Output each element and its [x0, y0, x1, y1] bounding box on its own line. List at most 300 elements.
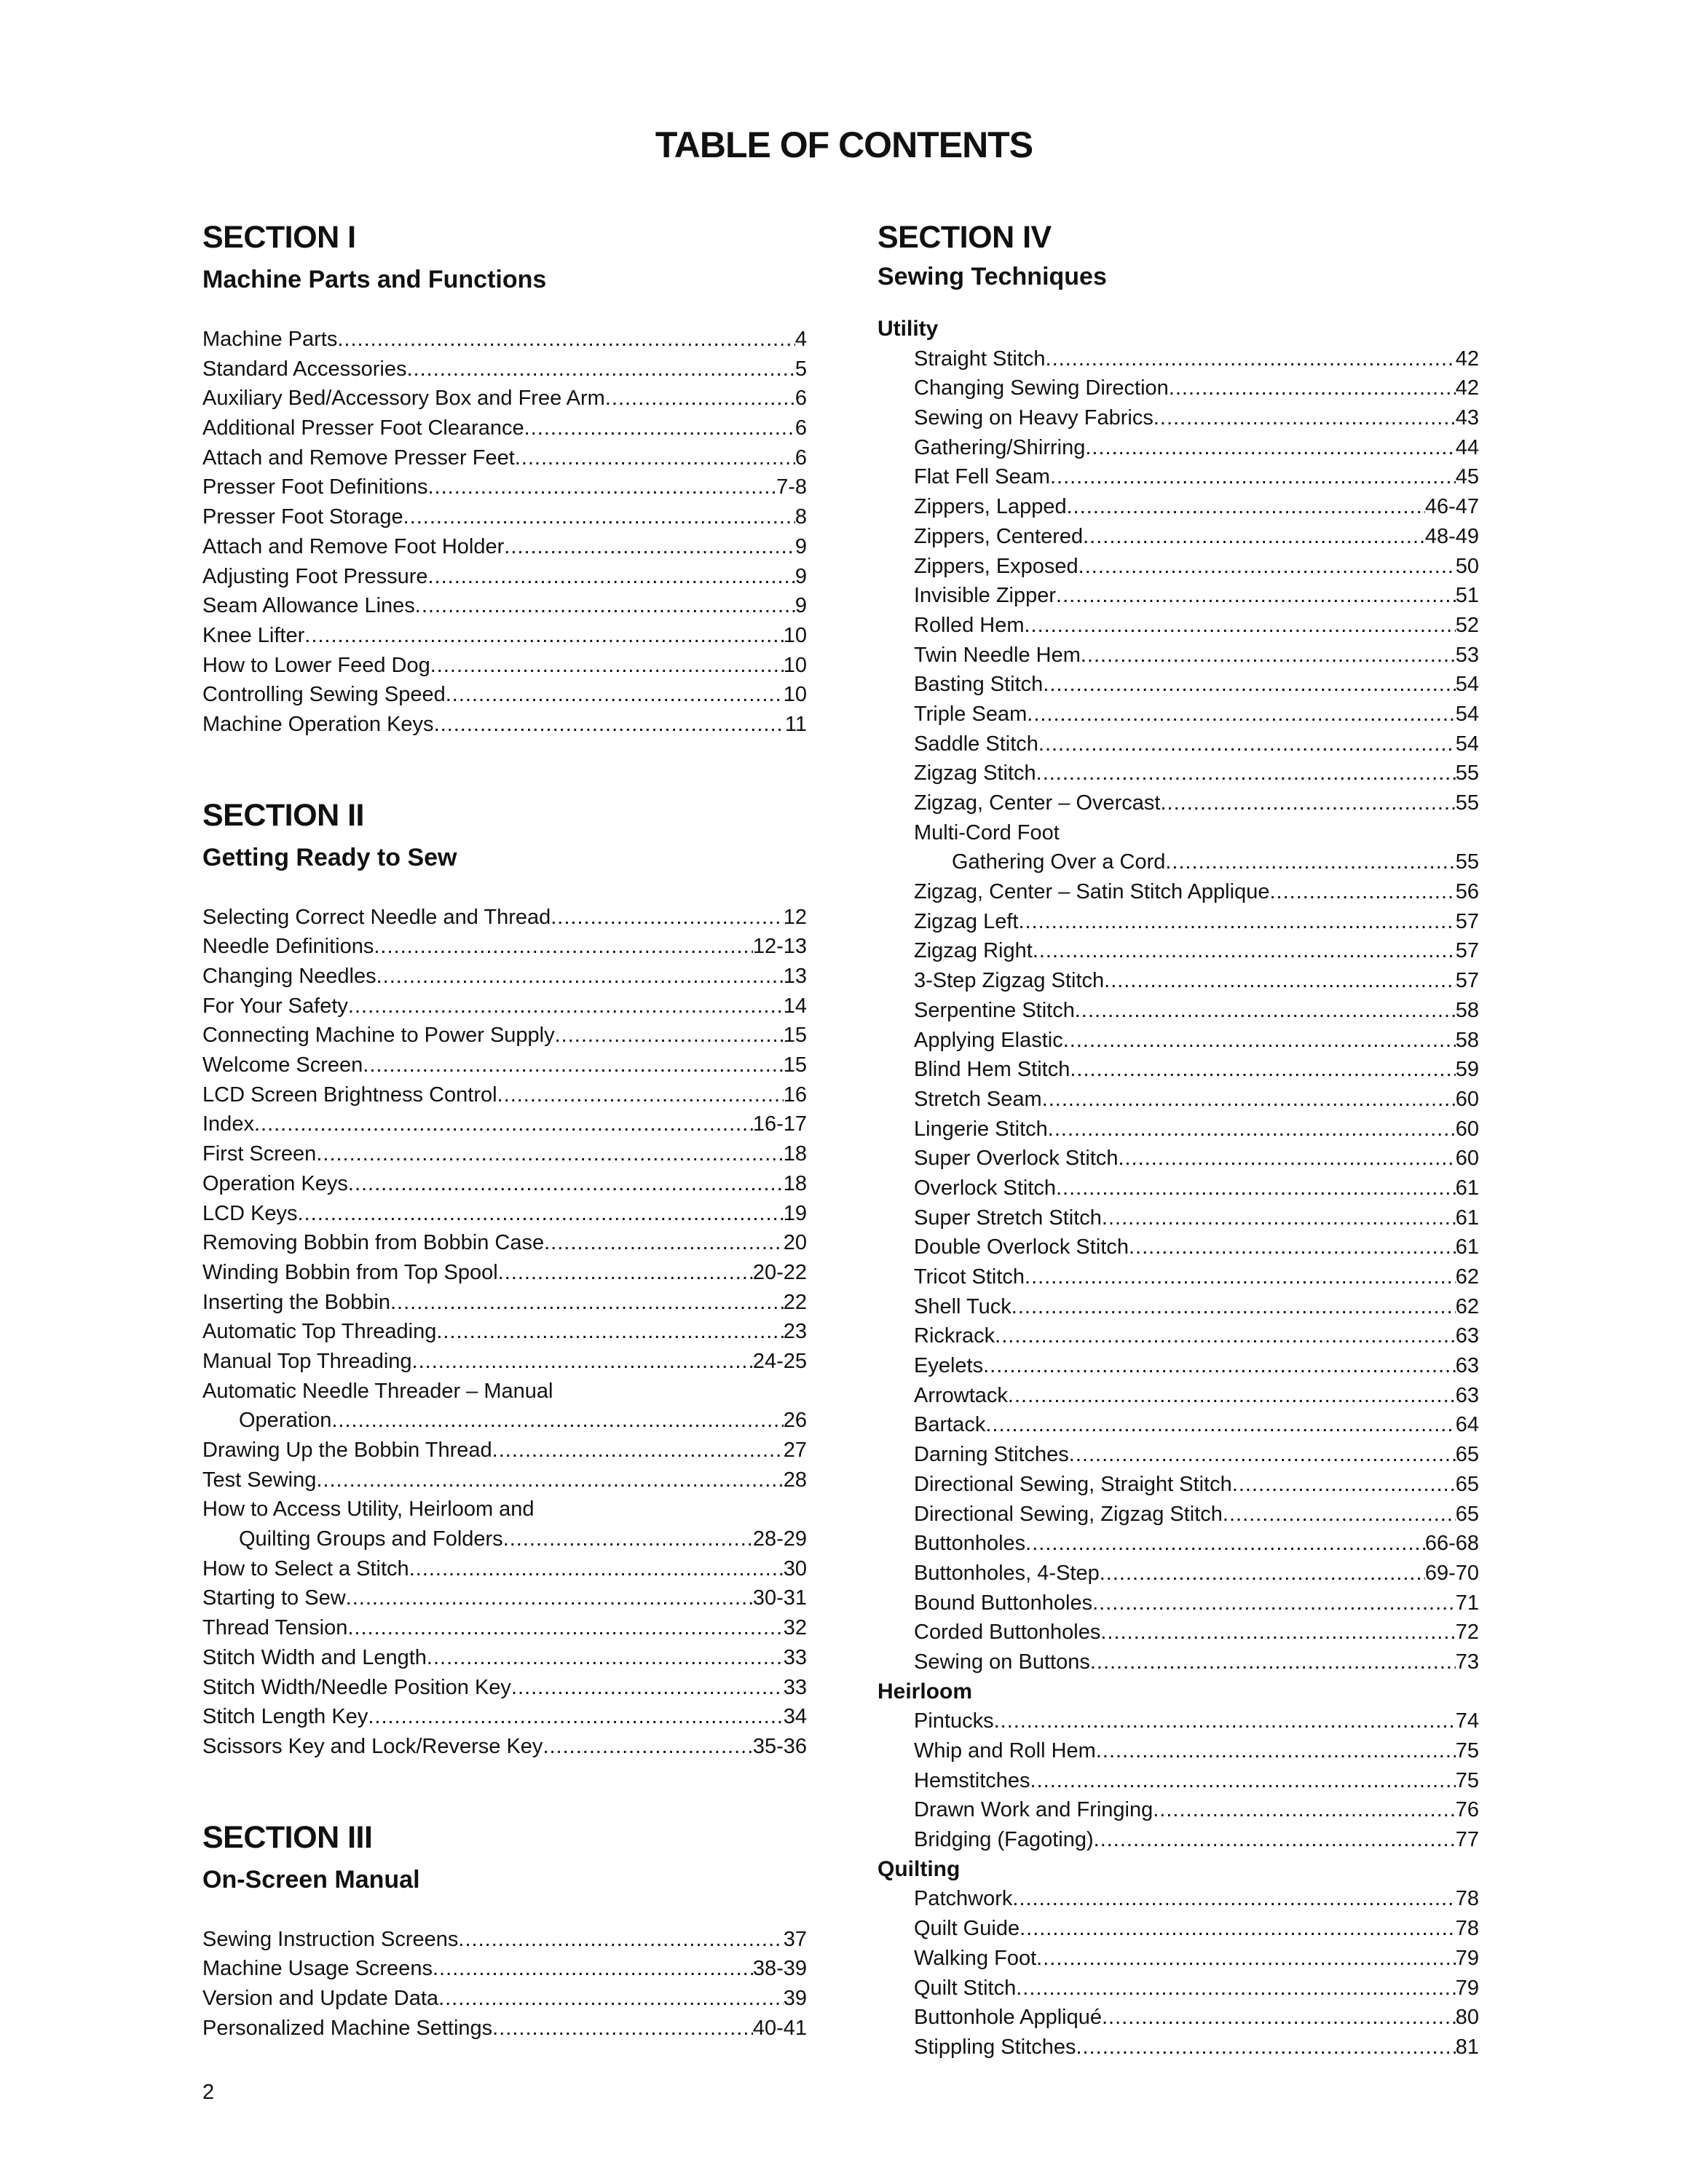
toc-entry-label: Sewing on Heavy Fabrics	[914, 406, 1153, 430]
toc-entry[interactable]	[202, 2014, 807, 2043]
toc-entry-page: 65	[1455, 1443, 1479, 1467]
toc-entry-label: Operation	[239, 1409, 332, 1433]
toc-entry-label: Tricot Stitch	[914, 1265, 1025, 1289]
dot-leader	[498, 1258, 753, 1288]
toc-entry[interactable]	[877, 1500, 1479, 1530]
dot-leader	[544, 1228, 784, 1258]
toc-entry-page: 8	[794, 505, 807, 529]
toc-entry[interactable]	[877, 1736, 1479, 1766]
dot-leader	[543, 1732, 752, 1762]
toc-entry-label: Corded Buttonholes	[914, 1621, 1101, 1645]
toc-entry-page: 33	[783, 1675, 807, 1699]
toc-entry-page: 54	[1455, 673, 1479, 697]
dot-leader	[1118, 1144, 1455, 1174]
toc-entry[interactable]	[877, 1559, 1479, 1588]
toc-entry-label: Directional Sewing, Straight Stitch	[914, 1472, 1232, 1496]
toc-entry-page: 63	[1455, 1383, 1479, 1407]
toc-entry-label: Buttonhole Appliqué	[914, 2006, 1102, 2030]
toc-entry-label: Test Sewing	[202, 1468, 317, 1492]
toc-entry-page: 10	[783, 653, 807, 677]
section-subtitle: Getting Ready to Sew	[202, 843, 457, 871]
toc-entry[interactable]	[202, 1554, 807, 1584]
toc-entry[interactable]	[202, 591, 807, 621]
toc-entry[interactable]	[202, 325, 807, 355]
toc-entry[interactable]	[202, 962, 807, 992]
toc-entry-page: 32	[783, 1616, 807, 1640]
toc-entry[interactable]	[877, 1262, 1479, 1292]
toc-entry-label: Drawn Work and Fringing	[914, 1798, 1153, 1822]
toc-entry[interactable]	[202, 932, 807, 962]
toc-entry-page: 64	[1455, 1413, 1479, 1437]
toc-entry[interactable]	[877, 552, 1479, 582]
toc-entry[interactable]	[877, 1115, 1479, 1144]
dot-leader	[1036, 1944, 1456, 1974]
toc-entry-label: Patchwork	[914, 1887, 1013, 1911]
toc-entry[interactable]	[877, 1618, 1479, 1647]
toc-entry-label: Arrowtack	[914, 1383, 1008, 1407]
toc-entry-label: Machine Usage Screens	[202, 1957, 433, 1981]
dot-leader	[1153, 403, 1456, 433]
toc-entry-label: Eyelets	[914, 1354, 984, 1378]
toc-entry-page: 6	[794, 416, 807, 440]
toc-entry[interactable]	[877, 1144, 1479, 1174]
toc-entry[interactable]	[877, 403, 1479, 433]
toc-entry[interactable]	[202, 1347, 807, 1377]
toc-entry[interactable]	[877, 2003, 1479, 2033]
toc-entry[interactable]	[202, 1673, 807, 1703]
toc-entry-page: 55	[1455, 761, 1479, 786]
toc-entry[interactable]	[877, 373, 1479, 403]
toc-entry[interactable]	[202, 1613, 807, 1643]
toc-entry[interactable]	[877, 1974, 1479, 2003]
toc-entry-page: 12	[783, 905, 807, 929]
toc-entry[interactable]	[877, 433, 1479, 463]
toc-left-column	[202, 218, 807, 2100]
toc-entry-label: Drawing Up the Bobbin Thread	[202, 1439, 492, 1462]
toc-entry-label: Directional Sewing, Zigzag Stitch	[914, 1502, 1223, 1526]
toc-entry-label: Zigzag Right	[914, 939, 1033, 963]
dot-leader	[1025, 611, 1456, 641]
dot-leader	[363, 1051, 783, 1080]
toc-entry[interactable]	[877, 1588, 1479, 1618]
toc-section	[202, 1819, 807, 2043]
toc-entry[interactable]	[877, 1470, 1479, 1500]
toc-entry-label: Starting to Sew	[202, 1586, 346, 1610]
toc-entry[interactable]	[202, 472, 807, 502]
toc-entry[interactable]	[202, 414, 807, 443]
toc-entry-label: Quilting Groups and Folders	[239, 1527, 503, 1551]
toc-entry-page: 15	[783, 1024, 807, 1048]
toc-entry-page: 79	[1455, 1946, 1479, 1970]
toc-entry[interactable]	[877, 1706, 1479, 1736]
toc-entry-page: 23	[783, 1320, 807, 1344]
toc-entry[interactable]	[202, 1732, 807, 1762]
toc-entry-page: 12-13	[752, 935, 807, 959]
toc-entry-page: 54	[1455, 702, 1479, 726]
dot-leader	[1075, 996, 1456, 1026]
toc-entry[interactable]	[202, 1702, 807, 1732]
toc-entry-label: Connecting Machine to Power Supply	[202, 1024, 555, 1048]
dot-leader	[1078, 552, 1456, 582]
toc-entry[interactable]	[877, 641, 1479, 670]
toc-entry-page: 43	[1455, 406, 1479, 430]
toc-entry-page: 72	[1455, 1621, 1479, 1645]
toc-entry-page: 44	[1455, 435, 1479, 459]
toc-entry-label: Gathering/Shirring	[914, 435, 1086, 459]
toc-entry[interactable]	[202, 680, 807, 710]
dot-leader	[1011, 1292, 1456, 1322]
toc-entry[interactable]	[202, 621, 807, 651]
dot-leader	[1232, 1470, 1456, 1500]
toc-entry[interactable]	[202, 903, 807, 933]
toc-entry-page: 77	[1455, 1828, 1479, 1852]
toc-right-column	[877, 218, 1479, 2062]
dot-leader	[983, 1351, 1456, 1381]
toc-entry[interactable]	[877, 344, 1479, 374]
toc-entry[interactable]	[877, 1174, 1479, 1203]
toc-entry-label: Version and Update Data	[202, 1986, 439, 2010]
toc-entry-label: Pintucks	[914, 1709, 994, 1733]
toc-entry[interactable]	[877, 462, 1479, 492]
toc-entry[interactable]	[202, 1954, 807, 1984]
toc-entry[interactable]	[202, 1406, 807, 1436]
toc-entry-label: Zippers, Lapped	[914, 495, 1067, 519]
toc-entry[interactable]	[202, 1583, 807, 1613]
dot-leader	[331, 1406, 783, 1436]
dot-leader	[1019, 1914, 1456, 1944]
toc-entry-page: 56	[1455, 880, 1479, 904]
toc-entry[interactable]	[202, 1228, 807, 1258]
dot-leader	[1070, 1055, 1455, 1085]
toc-entry-page: 50	[1455, 554, 1479, 578]
toc-entry[interactable]	[877, 788, 1479, 818]
dot-leader	[1104, 966, 1456, 996]
dot-leader	[492, 2014, 753, 2043]
section-heading: SECTION II	[202, 797, 364, 833]
dot-leader	[1036, 759, 1456, 788]
dot-leader	[1160, 788, 1455, 818]
toc-entry[interactable]	[202, 1524, 807, 1554]
dot-leader	[254, 1109, 753, 1139]
toc-entry-page: 16-17	[752, 1112, 807, 1136]
toc-entry-page: 33	[783, 1645, 807, 1669]
toc-entry[interactable]	[877, 1321, 1479, 1351]
toc-entry-page: 10	[783, 623, 807, 647]
toc-entry[interactable]	[877, 522, 1479, 552]
toc-entry-page: 18	[783, 1142, 807, 1166]
dot-leader	[403, 502, 795, 532]
toc-entry-page: 73	[1455, 1650, 1479, 1674]
dot-leader	[1092, 1588, 1456, 1618]
toc-entry-label: Inserting the Bobbin	[202, 1290, 390, 1314]
toc-entry-page: 30	[783, 1556, 807, 1580]
dot-leader	[1016, 1974, 1456, 2003]
toc-entry[interactable]	[202, 384, 807, 414]
toc-entry-label: Buttonholes, 4-Step	[914, 1561, 1100, 1585]
dot-leader	[316, 1139, 783, 1169]
toc-entry[interactable]	[202, 1139, 807, 1169]
toc-entry[interactable]	[202, 992, 807, 1021]
toc-entry-page: 18	[783, 1171, 807, 1195]
toc-entry[interactable]	[202, 1258, 807, 1288]
toc-entry[interactable]	[877, 670, 1479, 700]
toc-entry[interactable]	[877, 611, 1479, 641]
toc-entry-page: 75	[1455, 1739, 1479, 1762]
dot-leader	[504, 532, 795, 562]
toc-entry[interactable]	[877, 1410, 1479, 1440]
toc-entry-label: Bartack	[914, 1413, 986, 1437]
toc-entry-page: 20	[783, 1231, 807, 1255]
toc-entry[interactable]	[202, 1051, 807, 1080]
toc-entry-label: Index	[202, 1112, 254, 1136]
dot-leader	[1046, 344, 1456, 374]
toc-entry-page: 10	[783, 683, 807, 707]
toc-entry[interactable]	[202, 1984, 807, 2014]
toc-entry: Automatic Needle Threader – Manual	[202, 1379, 553, 1403]
dot-leader	[316, 1465, 783, 1495]
dot-leader	[1056, 581, 1456, 611]
toc-entry-page: 4	[794, 328, 807, 351]
dot-leader	[1033, 936, 1456, 966]
toc-entry-page: 52	[1455, 613, 1479, 637]
toc-entry-page: 57	[1455, 969, 1479, 993]
toc-entry-page: 24-25	[752, 1349, 807, 1373]
toc-entry-label: Whip and Roll Hem	[914, 1739, 1096, 1762]
toc-entry[interactable]	[202, 1317, 807, 1347]
toc-entry-page: 63	[1455, 1324, 1479, 1348]
page-number: 2	[202, 2081, 215, 2104]
dot-leader	[430, 651, 784, 681]
toc-entry-page: 45	[1455, 465, 1479, 489]
toc-entry[interactable]	[877, 759, 1479, 788]
toc-entry[interactable]	[202, 502, 807, 532]
toc-entry-page: 80	[1455, 2006, 1479, 2030]
toc-entry-page: 59	[1455, 1058, 1479, 1082]
toc-entry[interactable]	[877, 907, 1479, 937]
toc-entry[interactable]	[202, 1021, 807, 1051]
toc-entry[interactable]	[202, 562, 807, 592]
toc-entry-label: Walking Foot	[914, 1946, 1037, 1970]
toc-entry-label: Super Overlock Stitch	[914, 1147, 1119, 1171]
toc-entry-label: Bound Buttonholes	[914, 1591, 1093, 1615]
toc-entry-page: 42	[1455, 347, 1479, 371]
toc-entry-page: 9	[794, 534, 807, 558]
toc-entry-label: Stitch Length Key	[202, 1705, 368, 1729]
toc-entry[interactable]	[877, 700, 1479, 729]
toc-entry-page: 74	[1455, 1709, 1479, 1733]
toc-entry[interactable]	[877, 1026, 1479, 1056]
dot-leader	[1153, 1795, 1455, 1825]
toc-entry[interactable]	[877, 877, 1479, 907]
group-label: Quilting	[877, 1856, 961, 1881]
toc-entry[interactable]	[877, 1381, 1479, 1411]
toc-entry-page: 58	[1455, 998, 1479, 1022]
toc-entry-label: Applying Elastic	[914, 1028, 1063, 1052]
toc-entry[interactable]	[877, 492, 1479, 522]
toc-entry-label: Invisible Zipper	[914, 584, 1057, 608]
toc-entry[interactable]	[877, 1884, 1479, 1914]
dot-leader	[1042, 1085, 1456, 1115]
toc-entry-list	[202, 903, 807, 1762]
toc-entry-label: Zippers, Exposed	[914, 554, 1078, 578]
toc-entry[interactable]	[877, 996, 1479, 1026]
toc-entry[interactable]	[202, 1080, 807, 1110]
toc-entry-label: Hemstitches	[914, 1768, 1030, 1792]
toc-entry-label: Additional Presser Foot Clearance	[202, 416, 524, 440]
toc-entry[interactable]	[877, 1766, 1479, 1796]
dot-leader	[376, 962, 784, 992]
toc-entry-label: Blind Hem Stitch	[914, 1058, 1070, 1082]
dot-leader	[1090, 1647, 1456, 1677]
toc-entry-label: Knee Lifter	[202, 623, 305, 647]
toc-section	[202, 796, 807, 1762]
toc-entry-label: Zippers, Centered	[914, 524, 1084, 548]
dot-leader	[995, 1321, 1456, 1351]
dot-leader	[605, 384, 795, 414]
toc-entry-page: 61	[1455, 1206, 1479, 1230]
toc-entry[interactable]	[877, 1825, 1479, 1855]
toc-entry[interactable]	[877, 1529, 1479, 1559]
dot-leader	[503, 1524, 753, 1554]
toc-entry[interactable]	[202, 443, 807, 473]
toc-entry-label: How to Lower Feed Dog	[202, 653, 430, 677]
toc-entry[interactable]	[202, 651, 807, 681]
toc-entry-label: Stitch Width and Length	[202, 1645, 427, 1669]
toc-entry-page: 37	[783, 1927, 807, 1951]
toc-entry-page: 28-29	[752, 1527, 807, 1551]
toc-entry: Multi-Cord Foot	[914, 820, 1060, 844]
toc-entry[interactable]	[202, 1925, 807, 1955]
dot-leader	[511, 1673, 784, 1703]
dot-leader	[1069, 1440, 1456, 1470]
toc-entry[interactable]	[877, 1440, 1479, 1470]
section-subtitle: Sewing Techniques	[877, 263, 1107, 290]
toc-entry-label: Darning Stitches	[914, 1443, 1069, 1467]
toc-entry-page: 57	[1455, 939, 1479, 963]
dot-leader	[555, 1021, 784, 1051]
dot-leader	[1269, 877, 1455, 907]
toc-entry-page: 34	[783, 1705, 807, 1729]
dot-leader	[427, 562, 794, 592]
dot-leader	[1129, 1233, 1456, 1262]
toc-entry[interactable]	[877, 729, 1479, 759]
toc-entry-label: Straight Stitch	[914, 347, 1046, 371]
dot-leader	[368, 1702, 783, 1732]
toc-entry-label: Adjusting Foot Pressure	[202, 564, 428, 588]
toc-entry[interactable]	[877, 2033, 1479, 2062]
toc-entry[interactable]	[202, 1169, 807, 1199]
dot-leader	[1056, 1174, 1456, 1203]
dot-leader	[390, 1288, 784, 1318]
toc-entry[interactable]	[202, 1643, 807, 1673]
toc-entry-page: 69-70	[1424, 1561, 1479, 1585]
toc-entry: How to Access Utility, Heirloom and	[202, 1497, 535, 1522]
toc-entry-page: 65	[1455, 1472, 1479, 1496]
toc-entry[interactable]	[202, 1288, 807, 1318]
toc-entry[interactable]	[202, 355, 807, 384]
toc-entry[interactable]	[877, 581, 1479, 611]
toc-entry[interactable]	[877, 1795, 1479, 1825]
dot-leader	[458, 1925, 783, 1955]
dot-leader	[1038, 729, 1456, 759]
toc-entry-list	[877, 314, 1479, 2062]
toc-entry-label: Sewing Instruction Screens	[202, 1927, 459, 1951]
toc-entry-label: Rickrack	[914, 1324, 995, 1348]
dot-leader	[524, 414, 795, 443]
toc-entry-label: Zigzag Stitch	[914, 761, 1036, 786]
toc-entry[interactable]	[202, 1109, 807, 1139]
toc-entry[interactable]	[202, 1465, 807, 1495]
section-heading: SECTION I	[202, 220, 356, 255]
toc-entry-label: Stitch Width/Needle Position Key	[202, 1675, 511, 1699]
toc-entry-label: Overlock Stitch	[914, 1176, 1056, 1200]
toc-entry-page: 55	[1455, 850, 1479, 874]
toc-entry[interactable]	[877, 1647, 1479, 1677]
dot-leader	[427, 472, 776, 502]
toc-entry-label: Serpentine Stitch	[914, 998, 1075, 1022]
toc-entry[interactable]	[877, 1055, 1479, 1085]
toc-entry-label: Buttonholes	[914, 1532, 1026, 1556]
toc-entry-page: 65	[1455, 1502, 1479, 1526]
toc-entry[interactable]	[202, 1436, 807, 1465]
toc-entry-label: Attach and Remove Presser Feet	[202, 446, 515, 470]
group-label: Heirloom	[877, 1679, 973, 1704]
dot-leader	[1100, 1559, 1425, 1588]
toc-entry[interactable]	[877, 1292, 1479, 1322]
toc-entry-label: Super Stretch Stitch	[914, 1206, 1102, 1230]
dot-leader	[406, 355, 794, 384]
dot-leader	[1083, 522, 1425, 552]
dot-leader	[1100, 1618, 1455, 1647]
toc-entry[interactable]	[877, 1944, 1479, 1974]
dot-leader	[436, 1317, 783, 1347]
toc-entry[interactable]	[877, 936, 1479, 966]
toc-entry[interactable]	[202, 532, 807, 562]
toc-entry[interactable]	[202, 1199, 807, 1229]
toc-entry[interactable]	[877, 1233, 1479, 1262]
toc-entry[interactable]	[877, 1914, 1479, 1944]
toc-entry[interactable]	[877, 1085, 1479, 1115]
toc-entry-page: 22	[783, 1290, 807, 1314]
toc-entry[interactable]	[877, 1203, 1479, 1233]
toc-entry-label: Scissors Key and Lock/Reverse Key	[202, 1734, 543, 1758]
toc-entry[interactable]	[877, 847, 1479, 877]
dot-leader	[1048, 1115, 1456, 1144]
toc-entry-page: 66-68	[1424, 1532, 1479, 1556]
toc-entry[interactable]	[877, 1351, 1479, 1381]
toc-entry-label: Auxiliary Bed/Accessory Box and Free Arm	[202, 387, 605, 411]
toc-entry-label: Presser Foot Definitions	[202, 475, 428, 499]
dot-leader	[304, 621, 783, 651]
dot-leader	[1085, 433, 1455, 463]
toc-entry-label: Winding Bobbin from Top Spool	[202, 1260, 498, 1284]
toc-entry-page: 16	[783, 1083, 807, 1107]
toc-entry-label: Sewing on Buttons	[914, 1650, 1090, 1674]
toc-entry-page: 51	[1455, 584, 1479, 608]
toc-entry[interactable]	[877, 966, 1479, 996]
dot-leader	[337, 325, 795, 355]
toc-entry-page: 62	[1455, 1265, 1479, 1289]
toc-entry-page: 55	[1455, 791, 1479, 815]
page-title: TABLE OF CONTENTS	[655, 124, 1033, 165]
toc-entry-page: 20-22	[752, 1260, 807, 1284]
dot-leader	[438, 1984, 784, 2014]
dot-leader	[1012, 1884, 1455, 1914]
toc-entry-page: 54	[1455, 732, 1479, 756]
toc-entry[interactable]	[202, 710, 807, 740]
dot-leader	[1030, 1766, 1456, 1796]
dot-leader	[515, 443, 795, 473]
